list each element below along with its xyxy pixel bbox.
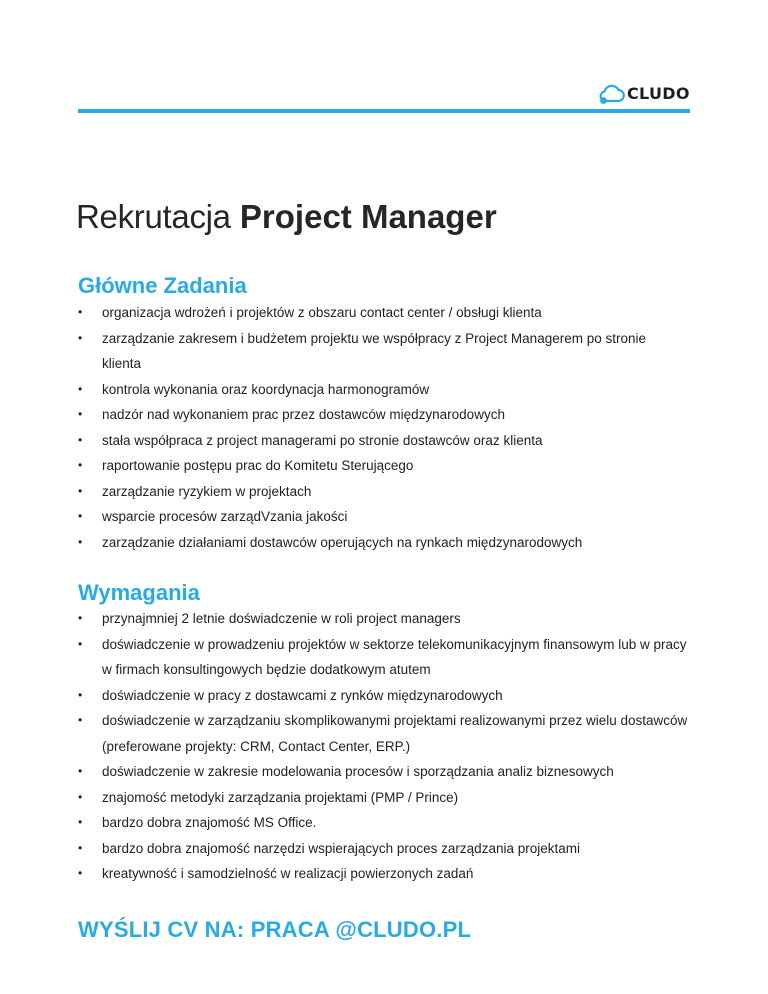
requirement-item: • przynajmniej 2 letnie doświadczenie w roli project managers xyxy=(78,606,688,632)
send-cv-cta: WYŚLIJ CV NA: PRACA @CLUDO.PL xyxy=(78,917,472,942)
bullet-icon: • xyxy=(78,534,83,549)
requirements-heading: Wymagania xyxy=(78,580,200,605)
tasks-list xyxy=(78,300,688,555)
requirement-item: • doświadczenie w prowadzeniu projektów w sektorze telekomunikacyjnym finansowym lub w pracy w firmach konsultingowych będzie dodatkowym atutem xyxy=(78,632,688,683)
requirement-item: • doświadczenie w zarządzaniu skomplikowanymi projektami realizowanymi przez wielu dostawców (preferowane projekty: CRM, Contact Center, ERP.) xyxy=(78,708,688,759)
title-role: Project Manager xyxy=(239,198,497,235)
requirement-item: • bardzo dobra znajomość MS Office. xyxy=(78,810,688,836)
bullet-icon: • xyxy=(78,330,83,345)
requirement-item: • bardzo dobra znajomość narzędzi wspierających proces zarządzania projektami xyxy=(78,836,688,862)
bullet-icon: • xyxy=(78,458,83,472)
task-item: • stała współpraca z project managerami po stronie dostawców oraz klienta xyxy=(78,428,688,454)
task-item: • organizacja wdrożeń i projektów z obszaru contact center / obsługi klienta xyxy=(78,300,688,326)
bullet-icon: • xyxy=(78,840,83,855)
bullet-icon: • xyxy=(78,483,83,498)
page-title xyxy=(76,193,497,241)
bullet-icon: • xyxy=(78,381,83,396)
bullet-icon: • xyxy=(78,432,83,447)
task-item: • raportowanie postępu prac do Komitetu Sterującego xyxy=(78,453,688,479)
brand-name: CLUDO xyxy=(627,84,690,103)
task-item: • zarządzanie ryzykiem w projektach xyxy=(78,479,688,505)
bullet-icon: • xyxy=(78,687,83,702)
task-item: • zarządzanie zakresem i budżetem projektu we współpracy z Project Managerem po stronie klienta xyxy=(78,326,688,377)
bullet-icon: • xyxy=(78,407,83,421)
tasks-heading: Główne Zadania xyxy=(78,273,247,298)
bullet-icon: • xyxy=(78,305,83,319)
bullet-icon: • xyxy=(78,636,83,651)
bullet-icon: • xyxy=(78,509,83,523)
bullet-icon: • xyxy=(78,866,83,880)
task-item: • wsparcie procesów zarządVzania jakości xyxy=(78,504,688,530)
brand-logo xyxy=(597,83,690,105)
task-item: • zarządzanie działaniami dostawców operujących na rynkach międzynarodowych xyxy=(78,530,688,556)
bullet-icon: • xyxy=(78,713,83,727)
requirement-item: • doświadczenie w zakresie modelowania procesów i sporządzania analiz biznesowych xyxy=(78,759,688,785)
bullet-icon: • xyxy=(78,764,83,778)
task-item: • kontrola wykonania oraz koordynacja harmonogramów xyxy=(78,377,688,403)
requirements-list xyxy=(78,606,688,887)
task-item: • nadzór nad wykonaniem prac przez dostawców międzynarodowych xyxy=(78,402,688,428)
header-accent-bar xyxy=(78,109,690,113)
title-prefix: Rekrutacja xyxy=(76,198,231,235)
requirement-item: • znajomość metodyki zarządzania projektami (PMP / Prince) xyxy=(78,785,688,811)
bullet-icon: • xyxy=(78,611,83,625)
cloud-chat-icon xyxy=(597,83,625,105)
requirement-item: • doświadczenie w pracy z dostawcami z rynków międzynarodowych xyxy=(78,683,688,709)
bullet-icon: • xyxy=(78,815,83,829)
requirement-item: • kreatywność i samodzielność w realizacji powierzonych zadań xyxy=(78,861,688,887)
bullet-icon: • xyxy=(78,789,83,804)
